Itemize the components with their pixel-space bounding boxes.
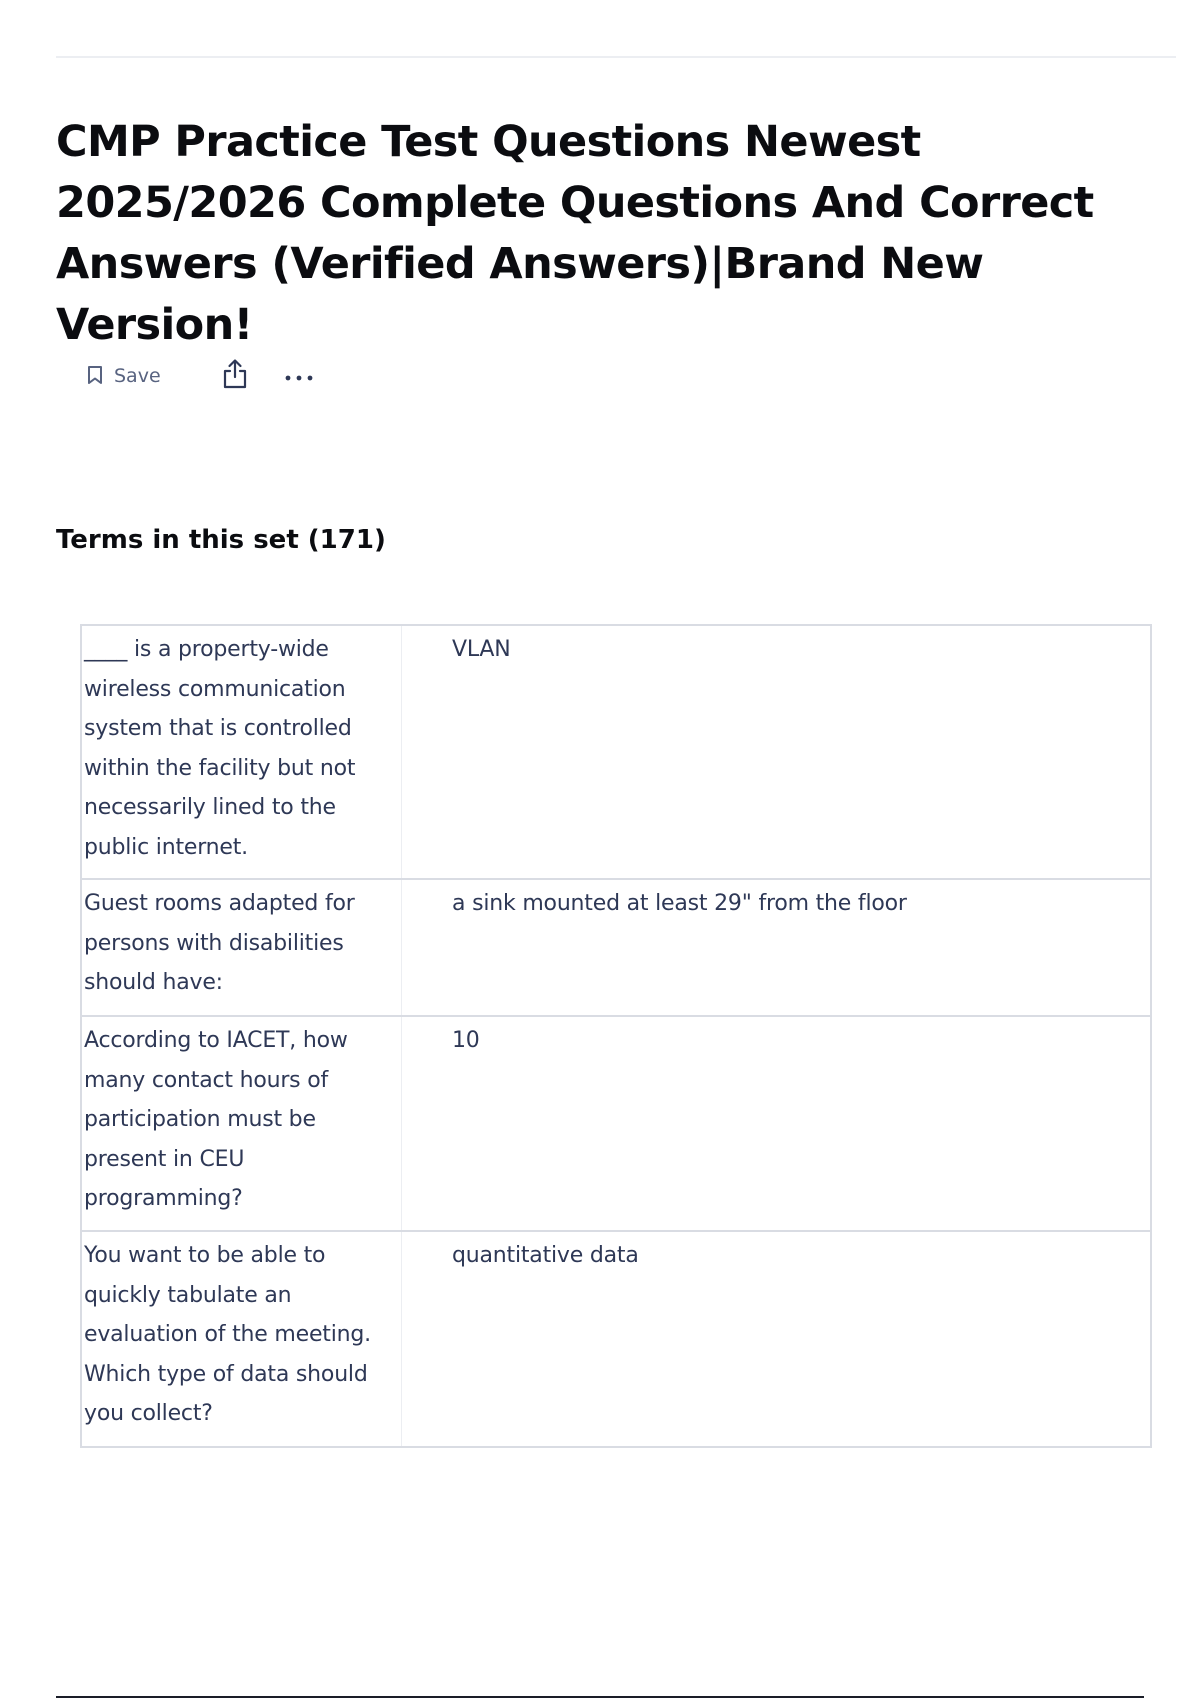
table-row bbox=[82, 880, 1150, 1017]
table-row bbox=[82, 1017, 1150, 1232]
term-text: You want to be able to quickly tabulate an evaluation of the meeting. Which type of data should you collect? bbox=[82, 1232, 402, 1446]
share-icon bbox=[221, 358, 249, 394]
bottom-divider bbox=[56, 1696, 1144, 1698]
share-button[interactable] bbox=[215, 356, 255, 396]
table-row bbox=[82, 1232, 1150, 1446]
definition-text: VLAN bbox=[452, 637, 511, 662]
terms-table bbox=[80, 624, 1152, 1448]
term-text: According to IACET, how many contact hours of participation must be present in CEU programming? bbox=[82, 1017, 402, 1230]
definition-text: quantitative data bbox=[452, 1243, 639, 1268]
definition-text: a sink mounted at least 29" from the floor bbox=[452, 891, 907, 916]
definition-text: 10 bbox=[452, 1028, 480, 1053]
term-text: ____ is a property-wide wireless communication system that is controlled within the facility but not necessarily lined to the public internet. bbox=[82, 626, 402, 878]
term-text: Guest rooms adapted for persons with disabilities should have: bbox=[82, 880, 402, 1015]
table-row bbox=[82, 626, 1150, 880]
save-label: Save bbox=[114, 365, 161, 387]
top-divider bbox=[56, 56, 1176, 58]
toolbar bbox=[80, 356, 319, 396]
more-icon bbox=[284, 367, 314, 386]
terms-heading: Terms in this set (171) bbox=[56, 525, 386, 555]
page-title: CMP Practice Test Questions Newest 2025/2026 Complete Questions And Correct Answers (Verified Answers)|Brand New Version! bbox=[56, 117, 1094, 350]
bookmark-icon bbox=[86, 365, 104, 388]
save-button[interactable] bbox=[80, 356, 167, 396]
more-options-button[interactable] bbox=[279, 356, 319, 396]
